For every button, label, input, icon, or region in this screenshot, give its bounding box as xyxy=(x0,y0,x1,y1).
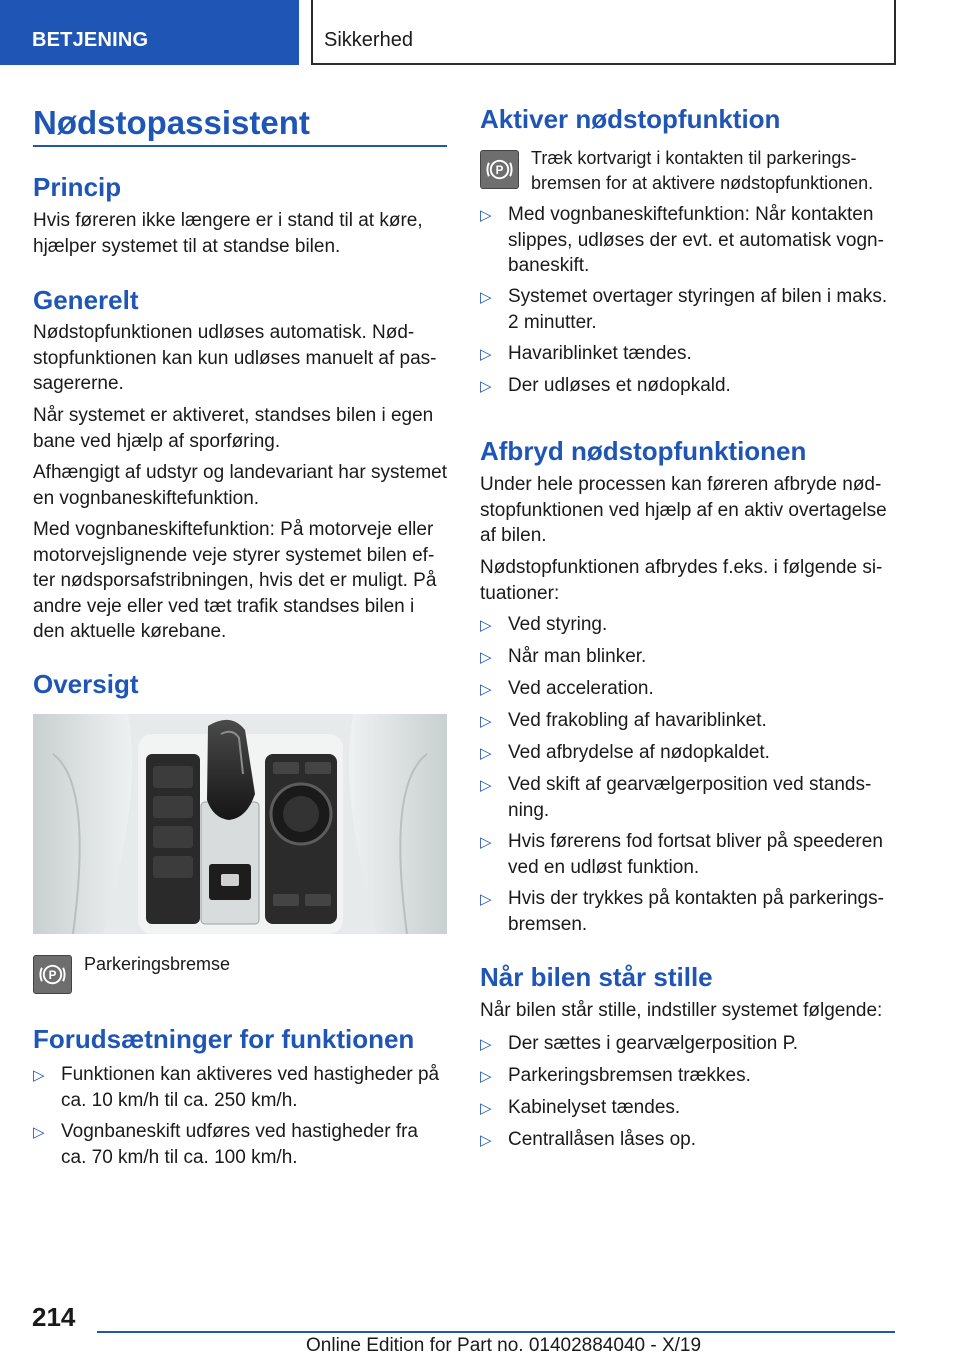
generelt-p2: Når systemet er aktiveret, standses bilen i egen bane ved hjælp af sporføring. xyxy=(33,405,434,452)
stille-intro: Når bilen står stille, indstiller systemet følgende: xyxy=(480,1000,883,1021)
bullet-icon: ▷ xyxy=(480,834,492,851)
bullet-icon: ▷ xyxy=(480,378,492,395)
bullet-icon: ▷ xyxy=(480,289,492,306)
bullet-icon: ▷ xyxy=(480,346,492,363)
bullet-icon: ▷ xyxy=(33,1124,45,1141)
title-rule xyxy=(33,145,447,147)
svg-text:P: P xyxy=(48,968,57,982)
bullet-icon: ▷ xyxy=(480,745,492,762)
svg-text:P: P xyxy=(495,163,504,177)
generelt-p1: Nødstopfunktionen udløses automatisk. Nød- stopfunktionen kan kun udløses manuelt af pas- sagererne. xyxy=(33,322,437,394)
list-item: ▷ Ved frakobling af havariblinket. xyxy=(480,708,895,734)
princip-text: Hvis føreren ikke længere er i stand til at køre, hjælper systemet til at standse bilen. xyxy=(33,210,423,257)
list-item: ▷ Vognbaneskift udføres ved hastigheder fra ca. 70 km/h til ca. 100 km/h. xyxy=(33,1121,419,1168)
list-item: ▷ Funktionen kan aktiveres ved hastigheder på ca. 10 km/h til ca. 250 km/h. xyxy=(33,1064,440,1111)
bullet-icon: ▷ xyxy=(480,207,492,224)
list-item: ▷ Parkeringsbremsen trækkes. xyxy=(480,1063,895,1089)
list-item: ▷ Der sættes i gearvælgerposition P. xyxy=(480,1031,895,1057)
bullet-icon: ▷ xyxy=(480,777,492,794)
bullet-icon: ▷ xyxy=(480,681,492,698)
list-item: ▷ Kabinelyset tændes. xyxy=(480,1095,895,1121)
footer-rule xyxy=(97,1331,895,1333)
heading-forudsaetninger: Forudsætninger for funktionen xyxy=(33,1024,415,1054)
list-item: ▷ Havariblinket tændes. xyxy=(480,341,895,367)
list-item: ▷ Med vognbaneskiftefunktion: Når kontakten slippes, udløses der evt. et automatisk vogn- baneskift. xyxy=(480,204,884,276)
list-item: ▷ Ved styring. xyxy=(480,612,895,638)
bullet-icon: ▷ xyxy=(480,713,492,730)
list-item: ▷ Systemet overtager styringen af bilen i maks. 2 minutter. xyxy=(480,286,888,333)
bullet-icon: ▷ xyxy=(33,1067,45,1084)
bullet-icon: ▷ xyxy=(480,1100,492,1117)
list-item: ▷ Centrallåsen låses op. xyxy=(480,1127,895,1153)
parking-brake-icon xyxy=(33,955,72,994)
list-item: ▷ Hvis førerens fod fortsat bliver på speederen ved en udløst funktion. xyxy=(480,831,883,878)
bullet-icon: ▷ xyxy=(480,1068,492,1085)
list-item: ▷ Når man blinker. xyxy=(480,644,895,670)
heading-oversigt: Oversigt xyxy=(33,669,139,699)
heading-princip: Princip xyxy=(33,172,122,202)
list-item: ▷ Ved afbrydelse af nødopkaldet. xyxy=(480,740,895,766)
section-tab: BETJENING xyxy=(0,0,299,65)
list-item: ▷ Hvis der trykkes på kontakten på parkerings- bremsen. xyxy=(480,888,884,935)
list-item: ▷ Ved acceleration. xyxy=(480,676,895,702)
chapter-title: Sikkerhed xyxy=(311,0,896,65)
aktiver-intro: Træk kortvarigt i kontakten til parkerings- bremsen for at aktivere nødstopfunktionen. xyxy=(531,148,874,193)
heading-generelt: Generelt xyxy=(33,285,139,315)
afbryd-p2: Nødstopfunktionen afbrydes f.eks. i følgende si- tuationer: xyxy=(480,557,883,604)
page-number: 214 xyxy=(32,1302,76,1332)
bullet-icon: ▷ xyxy=(480,1036,492,1053)
parking-brake-label: Parkeringsbremse xyxy=(84,954,231,974)
footer-edition: Online Edition for Part no. 01402884040 - X/19 xyxy=(306,1335,702,1356)
bullet-icon: ▷ xyxy=(480,891,492,908)
heading-afbryd: Afbryd nødstopfunktionen xyxy=(480,436,807,466)
list-item: ▷ Ved skift af gearvælgerposition ved stands- ning. xyxy=(480,774,872,821)
page-title: Nødstopassistent xyxy=(33,104,310,141)
heading-stille: Når bilen står stille xyxy=(480,962,713,992)
list-item: ▷ Der udløses et nødopkald. xyxy=(480,373,895,399)
bullet-icon: ▷ xyxy=(480,1132,492,1149)
heading-aktiver: Aktiver nødstopfunktion xyxy=(480,104,781,134)
parking-brake-icon xyxy=(480,150,519,189)
bullet-icon: ▷ xyxy=(480,617,492,634)
generelt-p4: Med vognbaneskiftefunktion: På motorveje eller motorvejslignende veje styrer systemet bilen ef- ter nødsporsafstribningen, hvis det er muligt. På andre veje eller ved tæt trafik standses bilen i den aktuelle kørebane. xyxy=(33,519,437,642)
bullet-icon: ▷ xyxy=(480,649,492,666)
afbryd-p1: Under hele processen kan føreren afbryde nød- stopfunktionen ved hjælp af en aktiv overtagelse af bilen. xyxy=(480,474,887,546)
generelt-p3: Afhængigt af udstyr og landevariant har systemet en vognbaneskiftefunktion. xyxy=(33,462,448,509)
center-console-image xyxy=(33,714,447,934)
